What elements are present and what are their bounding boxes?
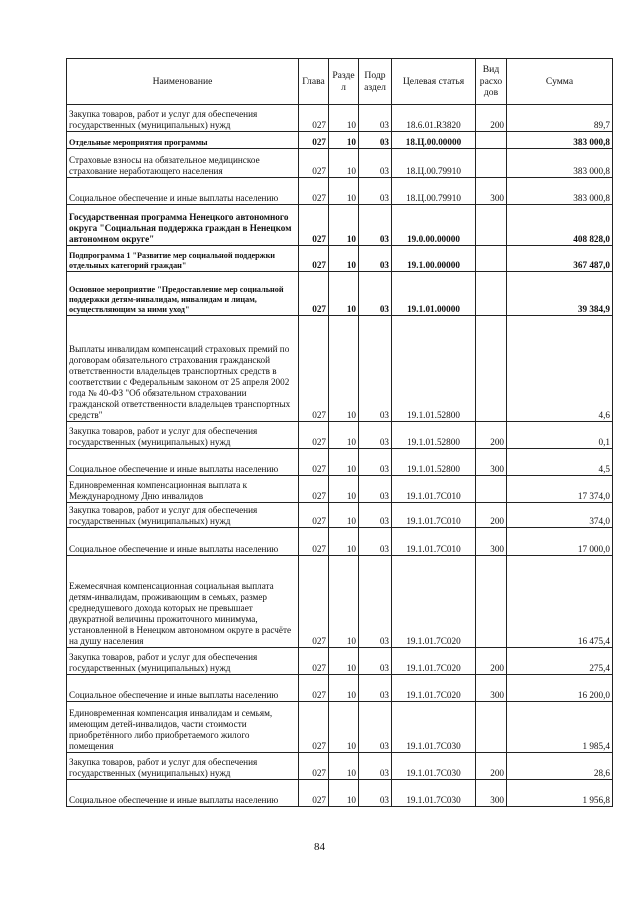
table-row bbox=[67, 648, 613, 675]
row-glava: 027 bbox=[299, 648, 329, 675]
row-glava: 027 bbox=[299, 422, 329, 449]
row-podrazdel: 03 bbox=[359, 556, 392, 648]
table-row bbox=[67, 528, 613, 556]
row-razdel: 10 bbox=[329, 132, 359, 149]
row-target: 19.1.01.7С030 bbox=[392, 702, 476, 753]
row-target: 18.Ц.00.79910 bbox=[392, 149, 476, 178]
row-sum: 17 374,0 bbox=[507, 476, 613, 503]
row-name: Подпрограмма 1 "Развитие мер социальной поддержки отдельных категорий граждан" bbox=[67, 246, 299, 272]
row-podrazdel: 03 bbox=[359, 316, 392, 422]
header-razdel: Разде л bbox=[329, 59, 359, 105]
row-sum: 383 000,8 bbox=[507, 132, 613, 149]
row-razdel: 10 bbox=[329, 422, 359, 449]
row-name: Государственная программа Ненецкого автономного округа "Социальная поддержка граждан в Ненецком автономном округе" bbox=[67, 205, 299, 246]
row-vid: 200 bbox=[476, 422, 507, 449]
row-podrazdel: 03 bbox=[359, 702, 392, 753]
row-razdel: 10 bbox=[329, 316, 359, 422]
row-razdel: 10 bbox=[329, 205, 359, 246]
row-vid: 200 bbox=[476, 648, 507, 675]
row-target: 19.1.01.7С030 bbox=[392, 780, 476, 807]
row-target: 19.1.01.00000 bbox=[392, 272, 476, 316]
row-name: Основное мероприятие "Предоставление мер социальной поддержки детям-инвалидам, инвалидам и лицам, осуществляющим за ними уход" bbox=[67, 272, 299, 316]
row-glava: 027 bbox=[299, 149, 329, 178]
row-sum: 383 000,8 bbox=[507, 178, 613, 205]
row-name: Закупка товаров, работ и услуг для обеспечения государственных (муниципальных) нужд bbox=[67, 753, 299, 780]
row-target: 19.1.01.52800 bbox=[392, 449, 476, 476]
row-glava: 027 bbox=[299, 476, 329, 503]
table-row bbox=[67, 503, 613, 528]
row-name: Социальное обеспечение и иные выплаты населению bbox=[67, 178, 299, 205]
row-name: Ежемесячная компенсационная социальная выплата детям-инвалидам, проживающим в семьях, размер среднедушевого дохода которых не превышает двукратной величины прожиточного минимума, установленной в Ненецком автономном округе в расчёте на душу населения bbox=[67, 556, 299, 648]
row-sum: 275,4 bbox=[507, 648, 613, 675]
row-glava: 027 bbox=[299, 205, 329, 246]
row-vid: 200 bbox=[476, 753, 507, 780]
header-row bbox=[67, 59, 613, 105]
row-name: Страховые взносы на обязательное медицинское страхование неработающего населения bbox=[67, 149, 299, 178]
row-target: 18.6.01.R3820 bbox=[392, 105, 476, 132]
header-name: Наименование bbox=[67, 59, 299, 105]
row-vid: 300 bbox=[476, 178, 507, 205]
row-razdel: 10 bbox=[329, 503, 359, 528]
row-razdel: 10 bbox=[329, 702, 359, 753]
row-podrazdel: 03 bbox=[359, 449, 392, 476]
row-sum: 89,7 bbox=[507, 105, 613, 132]
row-razdel: 10 bbox=[329, 753, 359, 780]
row-sum: 4,6 bbox=[507, 316, 613, 422]
row-glava: 027 bbox=[299, 556, 329, 648]
table-row bbox=[67, 105, 613, 132]
row-name: Социальное обеспечение и иные выплаты населению bbox=[67, 449, 299, 476]
row-vid bbox=[476, 205, 507, 246]
row-razdel: 10 bbox=[329, 272, 359, 316]
row-vid: 300 bbox=[476, 780, 507, 807]
row-name: Единовременная компенсация инвалидам и семьям, имеющим детей-инвалидов, части стоимости приобретённого либо приобретаемого жилого помещения bbox=[67, 702, 299, 753]
row-razdel: 10 bbox=[329, 780, 359, 807]
row-sum: 408 828,0 bbox=[507, 205, 613, 246]
row-name: Социальное обеспечение и иные выплаты населению bbox=[67, 675, 299, 702]
row-razdel: 10 bbox=[329, 149, 359, 178]
row-sum: 16 475,4 bbox=[507, 556, 613, 648]
row-target: 19.1.01.7С010 bbox=[392, 476, 476, 503]
row-vid bbox=[476, 702, 507, 753]
row-target: 19.1.01.7С030 bbox=[392, 753, 476, 780]
row-target: 19.1.01.7С010 bbox=[392, 503, 476, 528]
row-name: Закупка товаров, работ и услуг для обеспечения государственных (муниципальных) нужд bbox=[67, 503, 299, 528]
row-razdel: 10 bbox=[329, 449, 359, 476]
row-sum: 374,0 bbox=[507, 503, 613, 528]
row-razdel: 10 bbox=[329, 105, 359, 132]
row-glava: 027 bbox=[299, 753, 329, 780]
row-name: Закупка товаров, работ и услуг для обеспечения государственных (муниципальных) нужд bbox=[67, 648, 299, 675]
row-podrazdel: 03 bbox=[359, 528, 392, 556]
row-podrazdel: 03 bbox=[359, 246, 392, 272]
row-sum: 367 487,0 bbox=[507, 246, 613, 272]
row-glava: 027 bbox=[299, 503, 329, 528]
row-target: 19.1.01.7С020 bbox=[392, 556, 476, 648]
table-row bbox=[67, 205, 613, 246]
page-number: 84 bbox=[314, 841, 325, 853]
row-razdel: 10 bbox=[329, 675, 359, 702]
row-name: Социальное обеспечение и иные выплаты населению bbox=[67, 780, 299, 807]
header-podrazdel: Подр аздел bbox=[359, 59, 392, 105]
row-vid bbox=[476, 476, 507, 503]
row-vid bbox=[476, 132, 507, 149]
row-podrazdel: 03 bbox=[359, 476, 392, 503]
row-podrazdel: 03 bbox=[359, 149, 392, 178]
row-vid bbox=[476, 149, 507, 178]
table-row bbox=[67, 556, 613, 648]
row-name: Социальное обеспечение и иные выплаты населению bbox=[67, 528, 299, 556]
budget-table bbox=[66, 58, 613, 807]
row-podrazdel: 03 bbox=[359, 272, 392, 316]
header-vid: Вид расхо дов bbox=[476, 59, 507, 105]
row-razdel: 10 bbox=[329, 556, 359, 648]
table-row bbox=[67, 422, 613, 449]
table-row bbox=[67, 476, 613, 503]
header-target: Целевая статья bbox=[392, 59, 476, 105]
row-podrazdel: 03 bbox=[359, 205, 392, 246]
row-target: 19.1.01.52800 bbox=[392, 422, 476, 449]
row-podrazdel: 03 bbox=[359, 675, 392, 702]
row-razdel: 10 bbox=[329, 476, 359, 503]
table-row bbox=[67, 780, 613, 807]
row-target: 18.Ц.00.00000 bbox=[392, 132, 476, 149]
row-target: 19.1.01.7С010 bbox=[392, 528, 476, 556]
row-vid bbox=[476, 246, 507, 272]
row-glava: 027 bbox=[299, 246, 329, 272]
row-sum: 39 384,9 bbox=[507, 272, 613, 316]
row-podrazdel: 03 bbox=[359, 422, 392, 449]
row-sum: 4,5 bbox=[507, 449, 613, 476]
table-row bbox=[67, 132, 613, 149]
row-name: Закупка товаров, работ и услуг для обеспечения государственных (муниципальных) нужд bbox=[67, 422, 299, 449]
row-sum: 1 985,4 bbox=[507, 702, 613, 753]
row-razdel: 10 bbox=[329, 178, 359, 205]
row-target: 19.0.00.00000 bbox=[392, 205, 476, 246]
table-row bbox=[67, 272, 613, 316]
row-target: 19.1.01.52800 bbox=[392, 316, 476, 422]
row-razdel: 10 bbox=[329, 528, 359, 556]
row-podrazdel: 03 bbox=[359, 753, 392, 780]
row-glava: 027 bbox=[299, 316, 329, 422]
row-vid bbox=[476, 272, 507, 316]
row-name: Отдельные мероприятия программы bbox=[67, 132, 299, 149]
row-target: 19.1.01.7С020 bbox=[392, 648, 476, 675]
row-name: Выплаты инвалидам компенсаций страховых премий по договорам обязательного страхования гражданской ответственности владельцев транспортных средств в соответствии с Федеральным законом от 25 апреля 2002 года № 40-ФЗ "Об обязательном страховании гражданской ответственности владельцев транспортных средств" bbox=[67, 316, 299, 422]
row-podrazdel: 03 bbox=[359, 503, 392, 528]
row-target: 19.1.01.7С020 bbox=[392, 675, 476, 702]
row-glava: 027 bbox=[299, 449, 329, 476]
row-vid: 200 bbox=[476, 503, 507, 528]
row-sum: 17 000,0 bbox=[507, 528, 613, 556]
row-podrazdel: 03 bbox=[359, 105, 392, 132]
row-razdel: 10 bbox=[329, 246, 359, 272]
row-glava: 027 bbox=[299, 780, 329, 807]
table-row bbox=[67, 316, 613, 422]
row-glava: 027 bbox=[299, 105, 329, 132]
table-row bbox=[67, 449, 613, 476]
row-target: 18.Ц.00.79910 bbox=[392, 178, 476, 205]
row-podrazdel: 03 bbox=[359, 648, 392, 675]
table-row bbox=[67, 149, 613, 178]
row-vid bbox=[476, 556, 507, 648]
row-vid: 300 bbox=[476, 449, 507, 476]
table-row bbox=[67, 675, 613, 702]
row-glava: 027 bbox=[299, 272, 329, 316]
table-row bbox=[67, 753, 613, 780]
table-row bbox=[67, 178, 613, 205]
row-podrazdel: 03 bbox=[359, 132, 392, 149]
row-razdel: 10 bbox=[329, 648, 359, 675]
table-row bbox=[67, 702, 613, 753]
row-vid: 300 bbox=[476, 675, 507, 702]
row-vid: 200 bbox=[476, 105, 507, 132]
row-sum: 383 000,8 bbox=[507, 149, 613, 178]
row-sum: 0,1 bbox=[507, 422, 613, 449]
table-row bbox=[67, 246, 613, 272]
row-glava: 027 bbox=[299, 178, 329, 205]
row-name: Единовременная компенсационная выплата к Международному Дню инвалидов bbox=[67, 476, 299, 503]
header-sum: Сумма bbox=[507, 59, 613, 105]
row-podrazdel: 03 bbox=[359, 178, 392, 205]
row-glava: 027 bbox=[299, 675, 329, 702]
row-podrazdel: 03 bbox=[359, 780, 392, 807]
header-glava: Глава bbox=[299, 59, 329, 105]
row-glava: 027 bbox=[299, 528, 329, 556]
row-vid bbox=[476, 316, 507, 422]
row-sum: 28,6 bbox=[507, 753, 613, 780]
row-glava: 027 bbox=[299, 702, 329, 753]
row-sum: 1 956,8 bbox=[507, 780, 613, 807]
row-glava: 027 bbox=[299, 132, 329, 149]
row-vid: 300 bbox=[476, 528, 507, 556]
row-target: 19.1.00.00000 bbox=[392, 246, 476, 272]
row-name: Закупка товаров, работ и услуг для обеспечения государственных (муниципальных) нужд bbox=[67, 105, 299, 132]
row-sum: 16 200,0 bbox=[507, 675, 613, 702]
